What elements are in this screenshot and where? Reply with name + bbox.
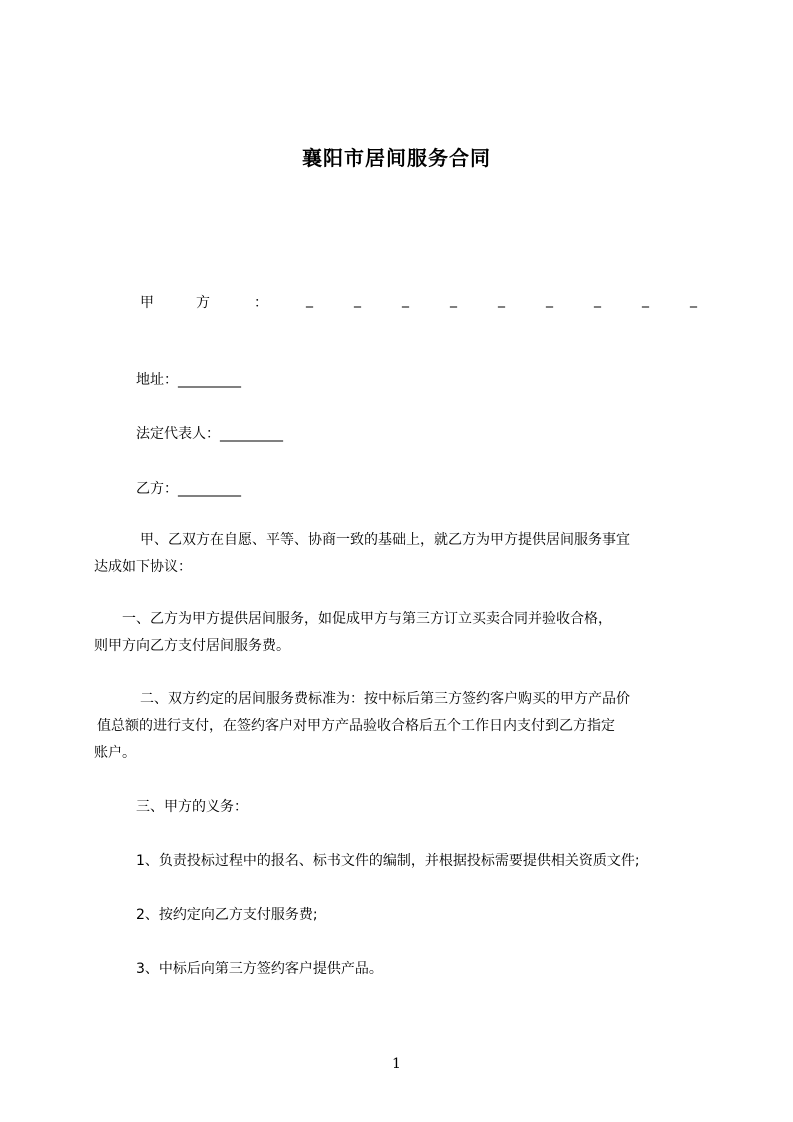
party-a-blank: _ <box>450 292 457 308</box>
party-a-blank: _ <box>546 292 553 308</box>
party-a-colon: ： <box>254 295 268 311</box>
party-a-blank: _ <box>690 292 697 308</box>
duty-3-line: 3、中标后向第三方签约客户提供产品。 <box>136 961 383 977</box>
clause-3-heading: 三、甲方的义务： <box>136 799 248 815</box>
party-a-blank: _ <box>402 292 409 308</box>
clause-2-line-1: 二、双方约定的居间服务费标准为：按中标后第三方签约客户购买的甲方产品价 <box>140 691 630 707</box>
duty-2-line: 2、按约定向乙方支付服务费; <box>136 907 318 923</box>
duty-1-line: 1、负责投标过程中的报名、标书文件的编制，并根据投标需要提供相关资质文件; <box>136 853 640 869</box>
clause-1-paragraph <box>94 606 706 660</box>
document-title: 襄阳市居间服务合同 <box>302 146 491 170</box>
clause-1-line-1: 一、乙方为甲方提供居间服务，如促成甲方与第三方订立买卖合同并验收合格， <box>122 611 612 627</box>
address-line: 地址：_________ <box>136 372 241 388</box>
party-a-blank: _ <box>498 292 505 308</box>
party-a-char-2: 方 <box>196 295 210 311</box>
clause-1-line-2: 则甲方向乙方支付居间服务费。 <box>94 638 290 654</box>
party-a-blank: _ <box>354 292 361 308</box>
intro-paragraph <box>94 527 706 581</box>
intro-line-1: 甲、乙双方在自愿、平等、协商一致的基础上，就乙方为甲方提供居间服务事宜 <box>140 532 630 548</box>
clause-2-line-3: 账户。 <box>94 745 136 761</box>
party-a-blank: _ <box>594 292 601 308</box>
party-a-char-1: 甲 <box>140 295 154 311</box>
clause-2-line-2: 值总额的进行支付，在签约客户对甲方产品验收合格后五个工作日内支付到乙方指定 <box>97 718 615 734</box>
party-b-line: 乙方：_________ <box>136 481 241 497</box>
clause-2-paragraph <box>94 686 706 767</box>
intro-line-2: 达成如下协议： <box>94 559 192 575</box>
party-a-blank: _ <box>642 292 649 308</box>
legal-representative-line: 法定代表人：_________ <box>136 426 283 442</box>
page-number: 1 <box>392 1056 401 1072</box>
party-a-blank: _ <box>306 292 313 308</box>
party-a-row <box>140 292 705 312</box>
